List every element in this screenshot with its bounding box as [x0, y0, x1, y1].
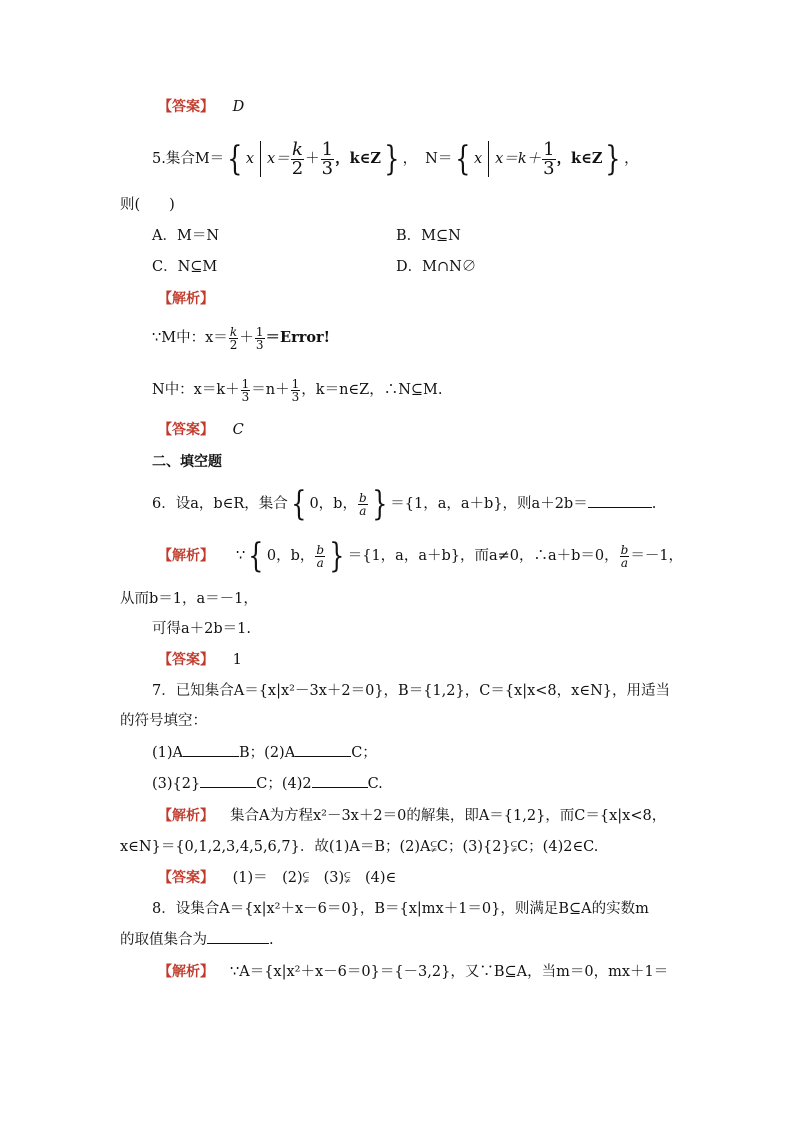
- analysis-7-line2: x∈N}＝{0,1,2,3,4,5,6,7}．故(1)A＝B；(2)A⫋C；(3){2}⫋C；(4)2∈C.: [120, 839, 599, 855]
- option-b[interactable]: B．M⊆N: [396, 228, 461, 244]
- answer-line-6: 【答案】 1: [158, 652, 242, 668]
- analysis-6-line1: 【解析】 ∵{ 0，b， $\frac{b}{a}$ } ＝{1，a，a＋b}，而a≠0，∴a＋b＝0， $\frac{b}{a}$ ＝－1，: [158, 536, 684, 576]
- answer-value: D: [232, 99, 245, 115]
- q5-then: 则( ): [120, 197, 175, 213]
- question-7-line4: (3){2} C；(4)2 C.: [152, 776, 383, 792]
- analysis-8-line1: 【解析】 ∵A＝{x|x²＋x－6＝0}＝{－3,2}，又∵B⊆A，当m＝0，mx＋1＝: [158, 964, 669, 980]
- q5-frac-13b: $\frac{1}{3}$: [543, 138, 555, 179]
- option-c[interactable]: C．N⊆M: [152, 259, 218, 275]
- answer-label: 【答案】: [158, 99, 214, 115]
- q5-set-n: N＝: [425, 151, 453, 167]
- q7-blank-4[interactable]: [312, 787, 368, 788]
- option-a[interactable]: A．M＝N: [152, 228, 220, 244]
- q7-blank-3[interactable]: [200, 787, 256, 788]
- analysis-6-line2: 从而b＝1，a＝－1，: [120, 591, 258, 607]
- analysis-6-line3: 可得a＋2b＝1.: [152, 621, 251, 637]
- q8-answer-blank[interactable]: [207, 943, 269, 944]
- question-7-line1: 7．已知集合A＝{x|x²－3x＋2＝0}，B＝{1,2}，C＝{x|x<8，x∈N}，用适当: [152, 683, 670, 699]
- answer-line-4: [158, 97, 244, 117]
- analysis-5-line1: ∵M中：x＝ $\frac{k}{2}$ ＋ $\frac{1}{3}$ ＝Error!: [152, 324, 331, 352]
- analysis-5-line2: N中：x＝k＋ $\frac{1}{3}$ ＝n＋ $\frac{1}{3}$ ，k＝n∈Z，∴N⊆M.: [152, 376, 443, 404]
- answer-line-5: 【答案】 C: [158, 422, 244, 438]
- q5-frac-13: $\frac{1}{3}$: [321, 138, 334, 179]
- analysis-label-5: 【解析】: [158, 291, 214, 307]
- question-7-line3: (1)A B；(2)A C；: [152, 745, 377, 761]
- question-7-line2: 的符号填空：: [120, 713, 207, 729]
- q6-answer-blank[interactable]: [588, 507, 652, 508]
- q7-blank-2[interactable]: [295, 756, 351, 757]
- option-d[interactable]: D．M∩N∅: [396, 259, 477, 275]
- question-5: 5.集合M＝{ x x＝ $\frac{k}{2}$ ＋ $\frac{1}{3}$ ，k∈Z} ， N＝{ x x＝k＋ $\frac{1}{3}$ ，k∈Z} ，: [152, 138, 639, 179]
- section-heading: 二、填空题: [152, 454, 222, 470]
- q5-frac-k2: $\frac{k}{2}$: [291, 138, 304, 179]
- analysis-7-line1: 【解析】 集合A为方程x²－3x＋2＝0的解集，即A＝{1,2}，而C＝{x|x<8，: [158, 808, 667, 824]
- question-8-line1: 8．设集合A＝{x|x²＋x－6＝0}，B＝{x|mx＋1＝0}，则满足B⊆A的实数m: [152, 901, 649, 917]
- q5-prefix: 5.集合M＝: [152, 151, 225, 167]
- question-8-line2: 的取值集合为 .: [120, 932, 274, 948]
- q7-blank-1[interactable]: [183, 756, 239, 757]
- answer-line-7: 【答案】 (1)＝ (2)⫋ (3)⫋ (4)∈: [158, 870, 397, 886]
- q5-var: x: [245, 151, 255, 167]
- question-6: 6．设a，b∈R，集合{ 0，b， $\frac{b}{a}$ } ＝{1，a，a＋b}，则a＋2b＝ .: [152, 484, 657, 524]
